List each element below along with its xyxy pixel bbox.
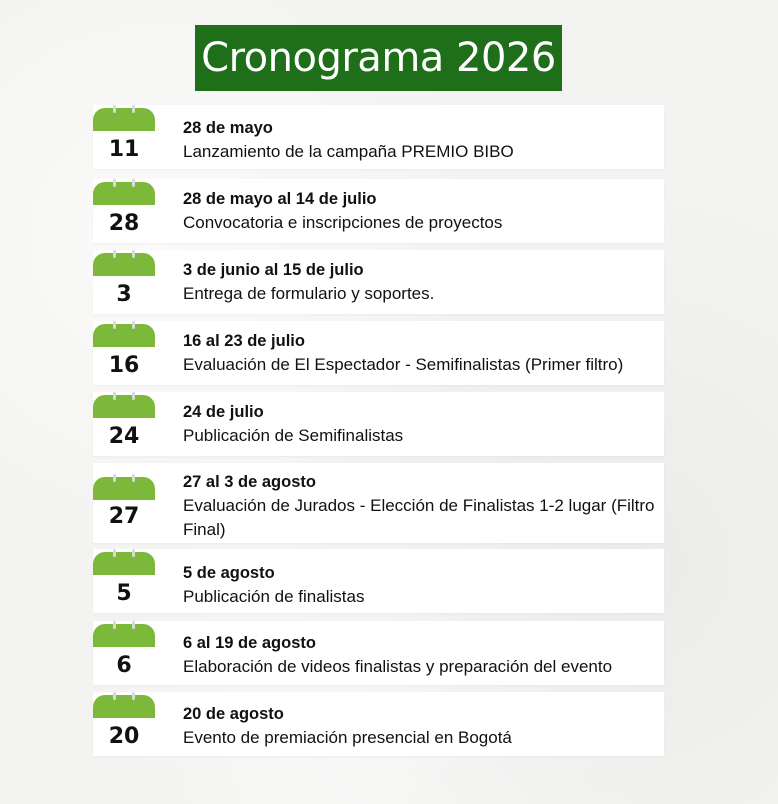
- calendar-day: 27: [108, 504, 140, 529]
- event-description: Entrega de formulario y soportes.: [183, 284, 435, 303]
- calendar-header: [93, 624, 155, 647]
- event-date: 24 de julio: [183, 403, 264, 421]
- event-date: 16 al 23 de julio: [183, 332, 305, 350]
- event-text: [183, 400, 660, 448]
- event-text: [183, 631, 660, 679]
- event-date: 20 de agosto: [183, 705, 284, 723]
- schedule-row: [93, 621, 664, 685]
- event-date: 28 de mayo al 14 de julio: [183, 190, 377, 208]
- event-text: [183, 258, 660, 306]
- event-date: 3 de junio al 15 de julio: [183, 261, 364, 279]
- calendar-ring: [132, 321, 135, 329]
- schedule-row: [93, 463, 664, 543]
- schedule-row: [93, 250, 664, 314]
- event-text: [183, 561, 660, 609]
- schedule-row: [93, 549, 664, 613]
- event-date: 6 al 19 de agosto: [183, 634, 316, 652]
- event-description: Publicación de finalistas: [183, 587, 365, 606]
- calendar-icon: [93, 105, 155, 169]
- calendar-ring: [113, 549, 116, 557]
- calendar-ring: [132, 692, 135, 700]
- calendar-ring: [132, 250, 135, 258]
- event-text: [183, 470, 660, 542]
- calendar-day: 24: [108, 424, 140, 449]
- calendar-header: [93, 182, 155, 205]
- calendar-day: 20: [108, 724, 140, 749]
- event-date: 5 de agosto: [183, 564, 275, 582]
- event-description: Elaboración de videos finalistas y preparación del evento: [183, 657, 613, 676]
- title-banner: [195, 25, 562, 91]
- calendar-icon: [93, 463, 155, 543]
- event-description: Evaluación de El Espectador - Semifinalistas (Primer filtro): [183, 355, 624, 374]
- calendar-ring: [113, 179, 116, 187]
- calendar-day: 3: [116, 282, 132, 307]
- calendar-ring: [113, 392, 116, 400]
- calendar-day: 11: [108, 137, 140, 162]
- event-description: Evento de premiación presencial en Bogotá: [183, 728, 512, 747]
- event-text: [183, 187, 660, 235]
- schedule-row: [93, 321, 664, 385]
- calendar-ring: [132, 392, 135, 400]
- calendar-header: [93, 253, 155, 276]
- calendar-header: [93, 695, 155, 718]
- calendar-ring: [113, 692, 116, 700]
- schedule-row: [93, 105, 664, 169]
- calendar-ring: [132, 621, 135, 629]
- calendar-ring: [132, 549, 135, 557]
- event-date: 27 al 3 de agosto: [183, 473, 316, 491]
- calendar-ring: [132, 179, 135, 187]
- schedule-row: [93, 392, 664, 456]
- event-text: [183, 116, 660, 164]
- calendar-ring: [113, 250, 116, 258]
- event-description: Publicación de Semifinalistas: [183, 426, 404, 445]
- calendar-ring: [113, 321, 116, 329]
- calendar-icon: [93, 621, 155, 685]
- calendar-ring: [113, 474, 116, 482]
- calendar-ring: [132, 105, 135, 113]
- calendar-header: [93, 395, 155, 418]
- calendar-day: 28: [108, 211, 140, 236]
- calendar-day: 5: [116, 581, 132, 606]
- calendar-day: 6: [116, 653, 132, 678]
- event-date: 28 de mayo: [183, 119, 273, 137]
- calendar-ring: [113, 105, 116, 113]
- calendar-ring: [132, 474, 135, 482]
- event-description: Convocatoria e inscripciones de proyectos: [183, 213, 503, 232]
- calendar-header: [93, 477, 155, 500]
- calendar-icon: [93, 250, 155, 314]
- calendar-icon: [93, 549, 155, 613]
- calendar-header: [93, 552, 155, 575]
- schedule-row: [93, 179, 664, 243]
- event-description: Evaluación de Jurados - Elección de Finalistas 1-2 lugar (Filtro Final): [183, 496, 655, 539]
- calendar-icon: [93, 692, 155, 756]
- calendar-icon: [93, 179, 155, 243]
- calendar-header: [93, 324, 155, 347]
- calendar-icon: [93, 321, 155, 385]
- calendar-day: 16: [108, 353, 140, 378]
- page-title: Cronograma 2026: [201, 35, 556, 81]
- calendar-header: [93, 108, 155, 131]
- event-text: [183, 702, 660, 750]
- schedule-row: [93, 692, 664, 756]
- calendar-ring: [113, 621, 116, 629]
- event-text: [183, 329, 660, 377]
- calendar-icon: [93, 392, 155, 456]
- event-description: Lanzamiento de la campaña PREMIO BIBO: [183, 142, 514, 161]
